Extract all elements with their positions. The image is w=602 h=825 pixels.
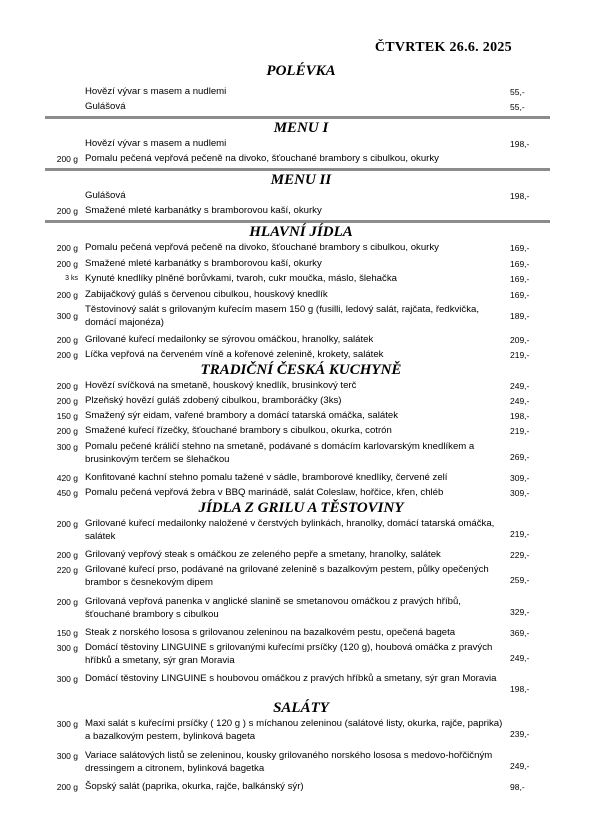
item-price: 189,- bbox=[510, 311, 530, 321]
item-name: Grilované kuřecí medailonky se sýrovou omáčkou, hranolky, salátek bbox=[85, 334, 374, 345]
item-price: 169,- bbox=[510, 259, 530, 269]
item-name: Pomalu pečené králičí stehno na smetaně, podávané s domácím karlovarským knedlíkem a brusinkovým terčem se šlehačkou bbox=[85, 441, 475, 465]
item-name: Hovězí vývar s masem a nudlemi bbox=[85, 138, 227, 149]
item-name: Těstovinový salát s grilovaným kuřecím masem 150 g (fusilli, ledový salát, rajčata, ředkvička, domácí majonéza) bbox=[85, 304, 480, 328]
item-weight: 450 g bbox=[56, 488, 78, 498]
item-price: 219,- bbox=[510, 426, 530, 436]
item-weight: 200 g bbox=[56, 782, 78, 792]
section-heading-salaty: SALÁTY bbox=[273, 700, 329, 716]
item-price: 55,- bbox=[510, 102, 525, 112]
item-name: Líčka vepřová na červeném víně a kořenové zelenině, krokety, salátek bbox=[85, 349, 384, 360]
item-name: Hovězí vývar s masem a nudlemi bbox=[85, 86, 227, 97]
item-name: Grilované kuřecí prso, podávané na grilované zelenině s bazalkovým pestem, půlky opečených brambor s česnekovým dipem bbox=[85, 564, 489, 588]
item-weight: 3 ks bbox=[65, 275, 78, 282]
item-price: 309,- bbox=[510, 473, 530, 483]
item-price: 198,- bbox=[510, 411, 530, 421]
item-name: Gulášová bbox=[85, 190, 126, 201]
item-price: 209,- bbox=[510, 335, 530, 345]
item-weight: 300 g bbox=[56, 674, 78, 684]
item-name: Grilovaná vepřová panenka v anglické slanině se smetanovou omáčkou z pravých hříbů, šťouchané brambory s cibulkou bbox=[85, 596, 461, 620]
section-heading-gril: JÍDLA Z GRILU A TĚSTOVINY bbox=[198, 500, 404, 516]
item-price: 369,- bbox=[510, 628, 530, 638]
item-name: Smažené mleté karbanátky s bramborovou kaší, okurky bbox=[85, 258, 322, 269]
item-name: Domácí těstoviny LINGUINE s grilovanými kuřecími prsíčky (120 g), houbová omáčka z pravých hříbků a smetany, sýr gran Moravia bbox=[85, 642, 493, 666]
item-price: 329,- bbox=[510, 607, 530, 617]
section-heading-polevka: POLÉVKA bbox=[266, 63, 336, 79]
item-price: 198,- bbox=[510, 139, 530, 149]
item-price: 55,- bbox=[510, 87, 525, 97]
item-price: 249,- bbox=[510, 761, 530, 771]
section-heading-menu1: MENU I bbox=[273, 120, 329, 136]
item-name: Plzeňský hovězí guláš zdobený cibulkou, bramboráčky (3ks) bbox=[85, 395, 342, 406]
item-name: Grilované kuřecí medailonky naložené v čerstvých bylinkách, hranolky, domácí tatarská omáčka, salátek bbox=[85, 518, 495, 542]
item-weight: 200 g bbox=[56, 154, 78, 164]
item-name: Smažené mleté karbanátky s bramborovou kaší, okurky bbox=[85, 205, 322, 216]
item-name: Gulášová bbox=[85, 101, 126, 112]
item-weight: 200 g bbox=[56, 335, 78, 345]
item-price: 169,- bbox=[510, 290, 530, 300]
item-name: Konfitované kachní stehno pomalu tažené v sádle, bramborové knedlíky, červené zelí bbox=[85, 472, 448, 483]
item-weight: 200 g bbox=[56, 550, 78, 560]
item-name: Domácí těstoviny LINGUINE s houbovou omáčkou z pravých hříbků a smetany, sýr gran Moravia bbox=[85, 673, 497, 684]
section-heading-menu2: MENU II bbox=[270, 172, 332, 188]
item-weight: 150 g bbox=[56, 411, 78, 421]
item-price: 229,- bbox=[510, 550, 530, 560]
section-heading-tradicni: TRADIČNÍ ČESKÁ KUCHYNĚ bbox=[200, 362, 402, 378]
item-weight: 220 g bbox=[56, 565, 78, 575]
item-weight: 300 g bbox=[56, 311, 78, 321]
item-price: 239,- bbox=[510, 729, 530, 739]
item-weight: 300 g bbox=[56, 719, 78, 729]
item-weight: 150 g bbox=[56, 628, 78, 638]
item-price: 249,- bbox=[510, 396, 530, 406]
item-name: Pomalu pečená vepřová žebra v BBQ marinádě, salát Coleslaw, hořčice, křen, chléb bbox=[85, 487, 444, 498]
item-name: Zabijačkový guláš s červenou cibulkou, houskový knedlík bbox=[85, 289, 328, 300]
item-weight: 200 g bbox=[56, 259, 78, 269]
item-weight: 200 g bbox=[56, 381, 78, 391]
item-weight: 300 g bbox=[56, 643, 78, 653]
item-name: Kynuté knedlíky plněné borůvkami, tvaroh, cukr moučka, máslo, šlehačka bbox=[85, 273, 397, 284]
section-heading-hlavni: HLAVNÍ JÍDLA bbox=[249, 224, 353, 240]
item-name: Smažené kuřecí řízečky, šťouchané brambory s cibulkou, okurka, cotrón bbox=[85, 425, 392, 436]
item-name: Hovězí svíčková na smetaně, houskový knedlík, brusinkový terč bbox=[85, 380, 357, 391]
item-price: 169,- bbox=[510, 243, 530, 253]
item-price: 309,- bbox=[510, 488, 530, 498]
item-weight: 200 g bbox=[56, 243, 78, 253]
item-name: Šopský salát (paprika, okurka, rajče, balkánský sýr) bbox=[85, 781, 304, 792]
item-name: Pomalu pečená vepřová pečeně na divoko, šťouchané brambory s cibulkou, okurky bbox=[85, 242, 439, 253]
item-price: 269,- bbox=[510, 452, 530, 462]
item-price: 219,- bbox=[510, 529, 530, 539]
item-price: 249,- bbox=[510, 653, 530, 663]
item-weight: 200 g bbox=[56, 290, 78, 300]
item-price: 198,- bbox=[510, 191, 530, 201]
item-price: 169,- bbox=[510, 274, 530, 284]
item-weight: 200 g bbox=[56, 350, 78, 360]
item-name: Grilovaný vepřový steak s omáčkou ze zeleného pepře a smetany, hranolky, salátek bbox=[85, 549, 441, 560]
item-weight: 200 g bbox=[56, 597, 78, 607]
item-price: 98,- bbox=[510, 782, 525, 792]
item-weight: 200 g bbox=[56, 396, 78, 406]
item-weight: 420 g bbox=[56, 473, 78, 483]
item-price: 198,- bbox=[510, 684, 530, 694]
item-weight: 300 g bbox=[56, 442, 78, 452]
item-weight: 300 g bbox=[56, 751, 78, 761]
item-price: 249,- bbox=[510, 381, 530, 391]
item-price: 219,- bbox=[510, 350, 530, 360]
item-name: Maxi salát s kuřecími prsíčky ( 120 g ) s míchanou zeleninou (salátové listy, okurka, rajče, paprika) a bazalkovým pestem, bylinková bageta bbox=[85, 718, 503, 742]
item-name: Steak z norského lososa s grilovanou zeleninou na bazalkovém pestu, opečená bageta bbox=[85, 627, 456, 638]
menu-date: ČTVRTEK 26.6. 2025 bbox=[374, 40, 512, 55]
item-name: Variace salátových listů se zeleninou, kousky grilovaného norského lososa s medovo-hořčičným dressingem a citronem, bylinková bagetka bbox=[85, 750, 493, 774]
item-weight: 200 g bbox=[56, 426, 78, 436]
item-weight: 200 g bbox=[56, 206, 78, 216]
item-price: 259,- bbox=[510, 575, 530, 585]
item-weight: 200 g bbox=[56, 519, 78, 529]
item-name: Pomalu pečená vepřová pečeně na divoko, šťouchané brambory s cibulkou, okurky bbox=[85, 153, 439, 164]
item-name: Smažený sýr eidam, vařené brambory a domácí tatarská omáčka, salátek bbox=[85, 410, 398, 421]
